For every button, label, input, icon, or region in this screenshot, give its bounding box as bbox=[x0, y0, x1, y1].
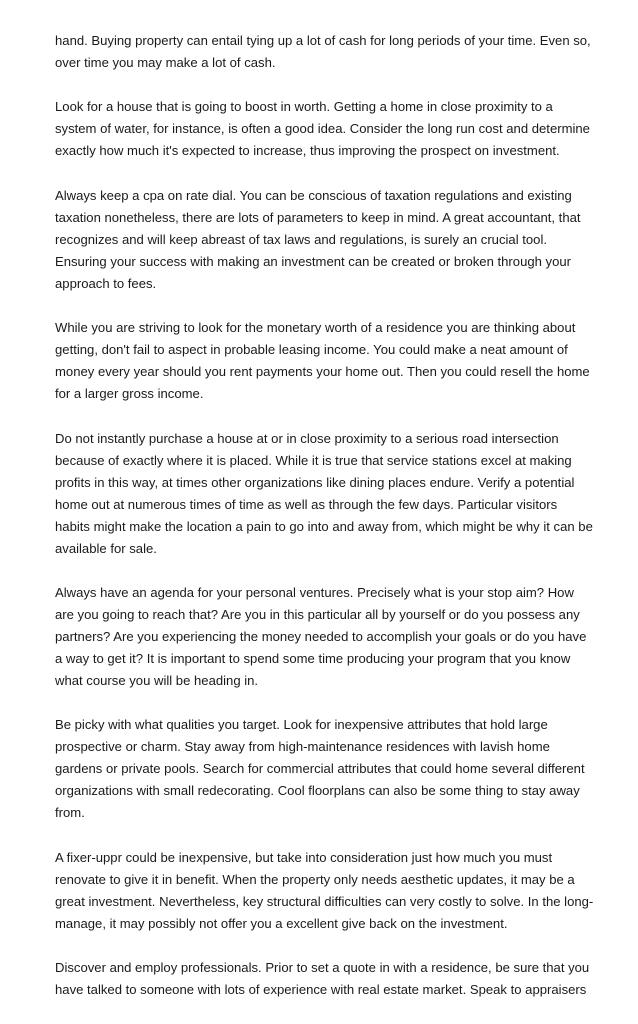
paragraph-line: from. bbox=[55, 805, 85, 821]
paragraph-line: are you going to reach that? Are you in this particular all by yourself or do you possess any bbox=[55, 606, 580, 622]
paragraph-line: a way to get it? It is important to spend some time producing your program that you know bbox=[55, 650, 571, 666]
paragraph-5 bbox=[55, 428, 593, 560]
paragraph-line: available for sale. bbox=[55, 540, 157, 556]
paragraph-line: gardens or private pools. Search for commercial attributes that could home several different bbox=[55, 761, 585, 777]
paragraph-7 bbox=[55, 714, 590, 824]
paragraph-line: recognizes and will keep abreast of tax laws and regulations, is surely an crucial tool. bbox=[55, 231, 548, 247]
paragraph-line: partners? Are you experiencing the money needed to accomplish your goals or do you have bbox=[55, 628, 587, 644]
paragraph-line: profits in this way, at times other organizations like dining places endure. Verify a potential bbox=[55, 474, 575, 490]
paragraph-line: Look for a house that is going to boost in worth. Getting a home in close proximity to a bbox=[55, 99, 553, 115]
paragraph-line: While you are striving to look for the monetary worth of a residence you are thinking about bbox=[55, 320, 576, 336]
paragraph-line: system of water, for instance, is often a good idea. Consider the long run cost and determine bbox=[55, 121, 590, 137]
paragraph-6 bbox=[55, 582, 590, 692]
paragraph-4 bbox=[55, 317, 590, 405]
paragraph-line: what course you will be heading in. bbox=[55, 672, 259, 688]
paragraph-line: habits might make the location a pain to go into and away from, which might be why it can be bbox=[55, 518, 593, 534]
paragraph-line: for a larger gross income. bbox=[55, 386, 204, 402]
paragraph-line: A fixer-uppr could be inexpensive, but take into consideration just how much you must bbox=[55, 849, 553, 865]
paragraph-3 bbox=[55, 185, 590, 295]
paragraph-line: Always keep a cpa on rate dial. You can be conscious of taxation regulations and existing bbox=[55, 187, 572, 203]
paragraph-line: approach to fees. bbox=[55, 275, 157, 291]
paragraph-line: hand. Buying property can entail tying up a lot of cash for long periods of your time. Even so, bbox=[55, 33, 591, 48]
paragraph-line: taxation nonetheless, there are lots of parameters to keep in mind. A great accountant, that bbox=[55, 209, 581, 225]
paragraph-line: Ensuring your success with making an investment can be created or broken through your bbox=[55, 253, 572, 269]
paragraph-line: over time you may make a lot of cash. bbox=[55, 55, 276, 70]
paragraph-8 bbox=[55, 847, 594, 935]
paragraph-line: organizations with small redecorating. Cool floorplans can also be some thing to stay away bbox=[55, 783, 580, 799]
paragraph-line: money every year should you rent payments your home out. Then you could resell the home bbox=[55, 364, 590, 380]
paragraph-line: exactly how much it's expected to increase, thus improving the prospect on investment. bbox=[55, 143, 560, 159]
paragraph-line: Always have an agenda for your personal ventures. Precisely what is your stop aim? How bbox=[55, 584, 574, 600]
paragraph-line: because of exactly where it is placed. While it is true that service stations excel at making bbox=[55, 452, 572, 468]
paragraph-2 bbox=[55, 96, 590, 162]
paragraph-line: great investment. Nevertheless, key structural difficulties can very costly to solve. In the long- bbox=[55, 893, 594, 909]
paragraph-line: have talked to someone with lots of experience with real estate market. Speak to appraisers bbox=[55, 982, 587, 998]
document-body bbox=[55, 30, 594, 1024]
paragraph-line: prospective or charm. Stay away from high-maintenance residences with lavish home bbox=[55, 739, 550, 755]
paragraph-9 bbox=[55, 957, 590, 1001]
paragraph-line: Do not instantly purchase a house at or in close proximity to a serious road intersection bbox=[55, 430, 559, 446]
paragraph-line: getting, don't fail to aspect in probable leasing income. You could make a neat amount of bbox=[55, 342, 568, 358]
paragraph-line: home out at numerous times of time as well as through the few days. Particular visitors bbox=[55, 496, 558, 512]
paragraph-line: Discover and employ professionals. Prior to set a quote in with a residence, be sure that you bbox=[55, 960, 590, 976]
paragraph-1 bbox=[55, 30, 590, 74]
paragraph-line: Be picky with what qualities you target. Look for inexpensive attributes that hold large bbox=[55, 717, 548, 733]
paragraph-line: renovate to give it in benefit. When the property only needs aesthetic updates, it may be a bbox=[55, 871, 575, 887]
paragraph-line: manage, it may possibly not offer you a excellent give back on the investment. bbox=[55, 915, 508, 931]
